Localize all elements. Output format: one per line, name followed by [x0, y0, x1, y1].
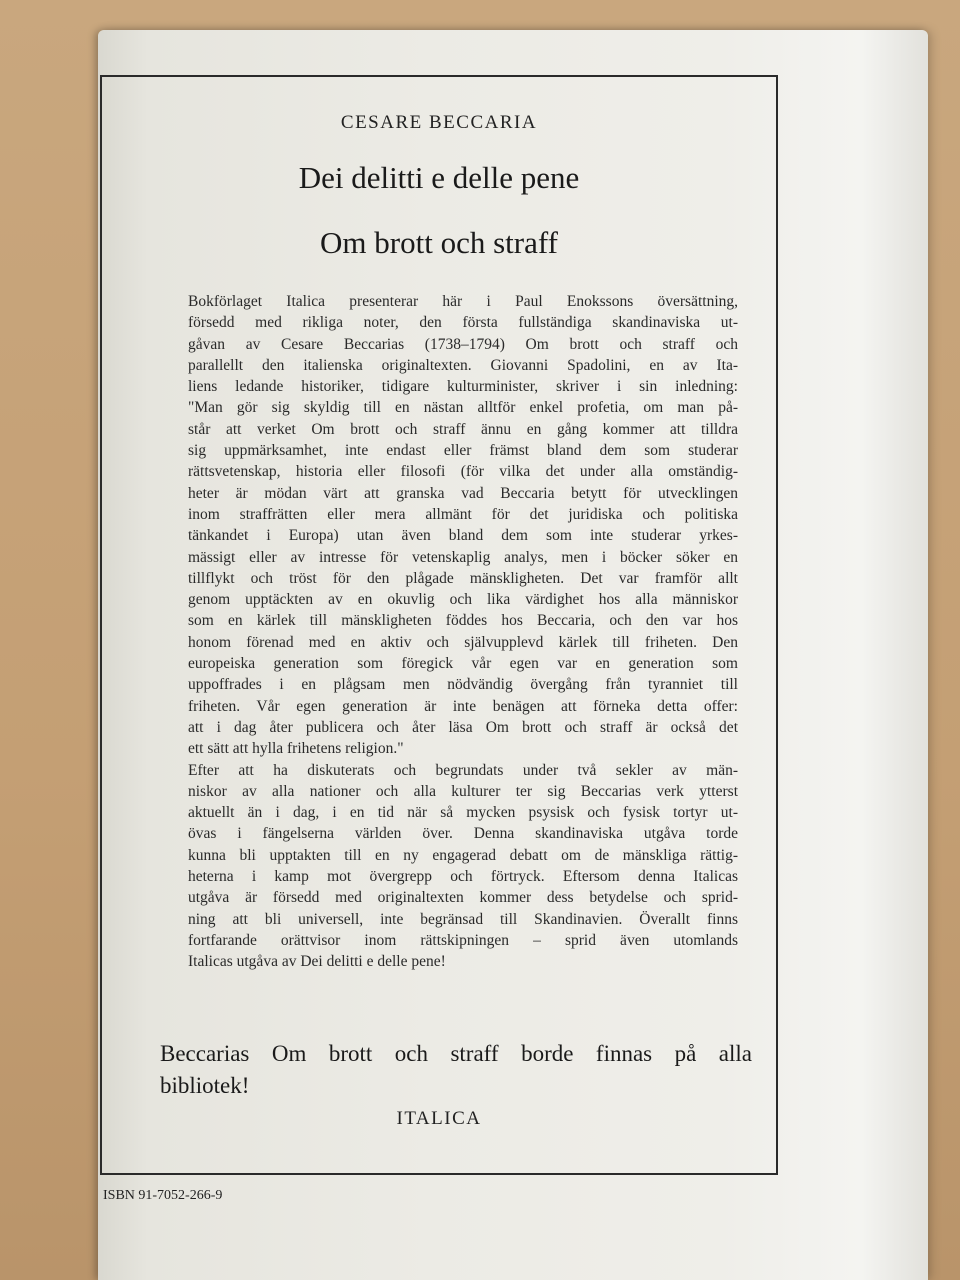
closing-line: Beccarias Om brott och straff borde finnas på alla [160, 1041, 752, 1066]
blurb-line: gåvan av Cesare Beccarias (1738–1794) Om brott och straff och [188, 335, 738, 353]
blurb-line: friheten. Vår egen generation är inte benägen att förneka detta offer: [188, 697, 738, 715]
blurb-line: fortfarande orättvisor inom rättskipningen – sprid även utomlands [188, 931, 738, 949]
blurb-line: ett sätt att hylla frihetens religion." [188, 740, 404, 758]
blurb-line: inom straffrätten eller mera allmänt för det juridiska och politiska [188, 505, 738, 523]
blurb-line: heter är mödan värt att granska vad Beccaria betytt för utvecklingen [188, 484, 738, 502]
blurb-line: parallellt den italienska originaltexten. Giovanni Spadolini, en av Ita- [188, 356, 738, 374]
publisher-name: ITALICA [396, 1108, 482, 1129]
author-name: CESARE BECCARIA [340, 112, 538, 133]
blurb-line: tänkandet i Europa) utan även bland dem som inte studerar yrkes- [188, 527, 738, 545]
blurb-line: står att verket Om brott och straff ännu en gång kommer att tilldra [188, 420, 738, 438]
blurb-line: liens ledande historiker, tidigare kulturminister, skriver i sin inledning: [188, 378, 738, 396]
blurb-line: tillflykt och tröst för den plågade mänskligheten. Det var framför allt [188, 569, 738, 587]
blurb-line: heterna i kamp mot övergrepp och förtryck. Eftersom denna Italicas [188, 868, 738, 886]
blurb-line: ning att bli universell, inte begränsad till Skandinavien. Överallt finns [188, 910, 738, 928]
blurb-line: försedd med rikliga noter, den första fullständiga skandinaviska ut- [188, 314, 738, 332]
blurb-line: mässigt eller av intresse för vetenskaplig analys, men i böcker söker en [188, 548, 738, 566]
blurb-line: utgåva är försedd med originaltexten kommer dess betydelse och sprid- [188, 889, 738, 907]
blurb-line: genom upptäckten av en okuvlig och lika värdighet hos alla människor [188, 591, 738, 609]
blurb-line: uppoffrades i en plågsam men nödvändig övergång från tyranniet till [188, 676, 738, 694]
blurb-line: europeiska generation som föregick vår egen var en generation som [188, 655, 738, 673]
italian-title: Dei delitti e delle pene [298, 160, 580, 195]
blurb-line: Bokförlaget Italica presenterar här i Paul Enokssons översättning, [188, 293, 738, 310]
blurb-line: som en kärlek till mänskligheten föddes hos Beccaria, och den var hos [188, 612, 738, 630]
blurb-line: Italicas utgåva av Dei delitti e delle pene! [188, 953, 446, 971]
isbn-number: ISBN 91-7052-266-9 [103, 1188, 223, 1203]
closing-statement [160, 1038, 752, 1102]
blurb-line: kunna bli upptakten till en ny engagerad debatt om de mänskliga rättig- [188, 846, 738, 864]
closing-line: bibliotek! [160, 1073, 250, 1098]
blurb-line: rättsvetenskap, historia eller filosofi (för vilka det under alla omständig- [188, 463, 738, 481]
blurb-line: aktuellt än i dag, i en tid när så mycken psysisk och fysisk tortyr ut- [188, 804, 738, 822]
blurb-line: honom förenad med en aktiv och självupplevd kärlek till friheten. Den [188, 633, 738, 651]
blurb-line: sig uppmärksamhet, inte endast eller främst bland dem som studerar [188, 442, 738, 460]
blurb-line: övas i fängelserna världen över. Denna skandinaviska utgåva torde [188, 825, 738, 843]
blurb-line: Efter att ha diskuterats och begrundats under två sekler av män- [188, 761, 738, 779]
blurb-line: "Man gör sig skyldig till en nästan alltför enkel profetia, om man på- [188, 399, 738, 417]
blurb-text [188, 291, 738, 973]
blurb-line: att i dag åter publicera och åter läsa Om brott och straff är också det [188, 718, 738, 736]
swedish-title: Om brott och straff [320, 225, 558, 260]
blurb-line: niskor av alla nationer och alla kulturer ter sig Beccarias verk ytterst [188, 782, 738, 800]
